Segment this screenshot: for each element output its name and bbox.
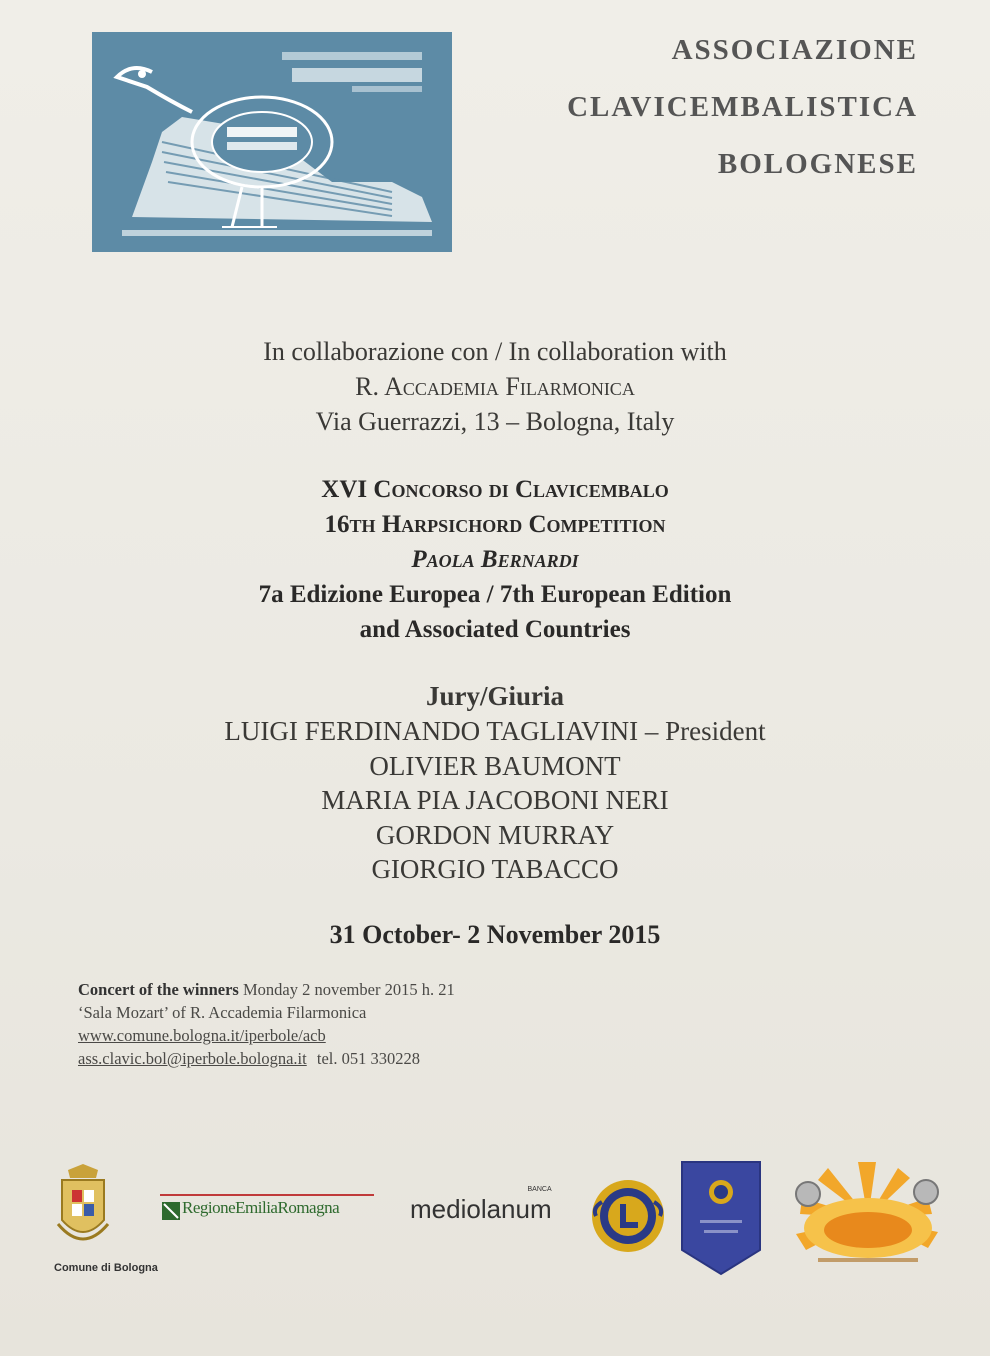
jury-member: GORDON MURRAY [375,819,615,850]
association-name [567,22,918,193]
association-line-2: CLAVICEMBALISTICA [567,91,918,123]
mediolanum-banca-label: BANCA [527,1186,552,1193]
association-line-1: ASSOCIAZIONE [671,34,918,66]
competition-sunburst-logo-icon [788,1158,948,1276]
mediolanum-label: mediolanum [410,1194,552,1224]
bird-harpsichord-illustration [92,32,452,252]
jury-heading: Jury/Giuria [425,681,564,711]
concert-label: Concert of the winners [78,980,239,999]
email-link[interactable]: ass.clavic.bol@iperbole.bologna.it [78,1049,307,1068]
associated-countries-line: and Associated Countries [359,616,631,643]
concert-venue: ‘Sala Mozart’ of R. Accademia Filarmonica [78,1003,367,1022]
banca-mediolanum-logo [410,1186,552,1225]
phone-number: tel. 051 330228 [316,1049,420,1068]
competition-dedication: Paola Bernardi [411,546,579,573]
collaboration-line: In collaborazione con / In collaboration with [263,337,727,366]
website-link[interactable]: www.comune.bologna.it/iperbole/acb [78,1026,326,1045]
harpsichord-bird-logo [92,32,452,252]
jury-member: OLIVIER BAUMONT [369,750,621,781]
jury-block [0,678,990,887]
competition-title-en: 16th Harpsichord Competition [324,511,666,538]
jury-member: LUIGI FERDINANDO TAGLIAVINI – President [224,716,766,746]
jury-member: MARIA PIA JACOBONI NERI [321,785,669,815]
concert-when: Monday 2 november 2015 h. 21 [242,980,455,999]
association-line-3: BOLOGNESE [717,148,918,180]
comune-label: Comune di Bologna [54,1262,158,1274]
accademia-name: R. Accademia Filarmonica [355,372,635,401]
competition-block [0,472,990,647]
contact-info [78,978,455,1070]
lions-pennant-icon [680,1160,762,1276]
collaboration-block [0,334,990,439]
sponsor-logos [0,1150,990,1290]
lions-club-logo-icon [588,1178,668,1254]
edition-line: 7a Edizione Europea / 7th European Edition [258,581,732,608]
accademia-address: Via Guerrazzi, 13 – Bologna, Italy [315,407,675,436]
regione-label: RegioneEmiliaRomagna [182,1198,340,1217]
competition-title-it: XVI Concorso di Clavicembalo [321,476,669,503]
event-dates: 31 October- 2 November 2015 [329,920,661,949]
regione-emilia-romagna-logo [160,1194,374,1224]
concert-line [78,978,455,1001]
bologna-crest-icon [48,1162,118,1254]
jury-member: GIORGIO TABACCO [371,854,619,884]
